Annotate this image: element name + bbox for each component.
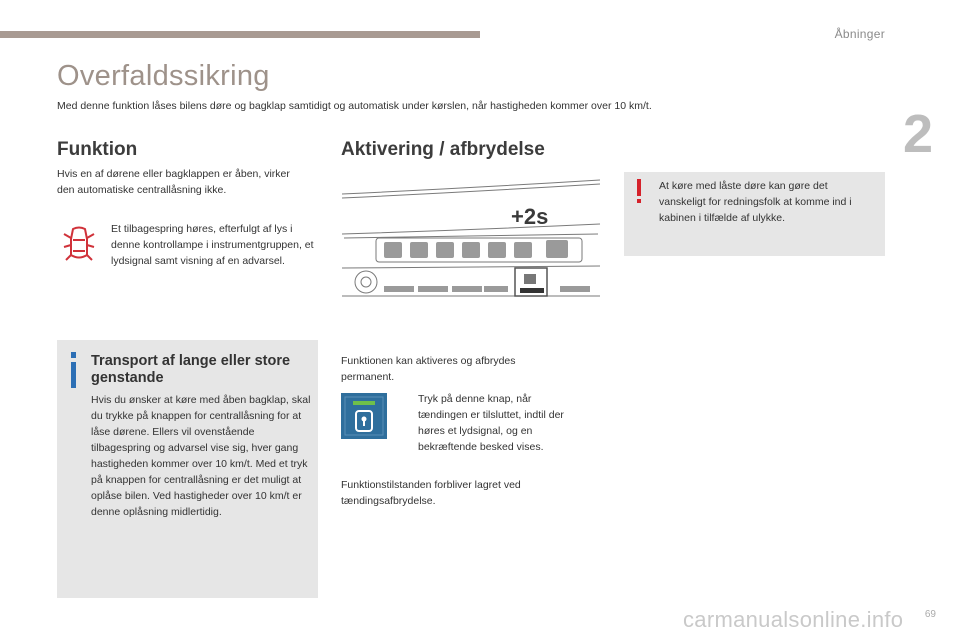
chapter-number: 2	[903, 104, 934, 164]
funktion-intro: Hvis en af dørene eller bagklappen er åben, virker den automatiske centrallåsning ikke.	[57, 168, 290, 196]
watermark: carmanualsonline.info	[683, 607, 904, 632]
page-title: Overfaldssikring	[57, 60, 270, 92]
central-lock-button-icon	[341, 393, 387, 439]
info-icon	[71, 352, 76, 390]
memory-note: Funktionstilstanden forbliver lagret ved tændingsafbrydelse.	[341, 479, 521, 507]
aktivering-heading: Aktivering / afbrydelse	[341, 139, 545, 160]
warning-light-description: Et tilbagespring høres, efterfulgt af lys i denne kontrollampe i instrumentgruppen, et lydsignal samt visning af en advarsel.	[111, 223, 314, 267]
page-number: 69	[924, 609, 936, 620]
hold-duration-label: +2s	[511, 204, 549, 229]
dashboard-illustration	[340, 178, 602, 302]
activation-instruction: Tryk på denne knap, når tændingen er tilsluttet, indtil der høres et lydsignal, og en bekræftende besked vises.	[418, 393, 564, 453]
door-open-warning-icon	[62, 225, 96, 263]
info-box-body: Hvis du ønsker at køre med åben bagklap, skal du trykke på knappen for centrallåsning for at låse dørene. Ellers vil ovenstående tilbagespring og advarsel vise sig, hver gang hastigheden kommer over 10 km/t. Med et tryk på knappen for centrallåsning er det muligt at oplåse bilen. Ved hastigheder over 10 km/t er denne oplåsning midlertidig.	[91, 394, 311, 518]
warning-exclamation-icon	[637, 179, 641, 203]
activation-permanent-text: Funktionen kan aktiveres og afbrydes permanent.	[341, 355, 516, 383]
info-box-transport	[57, 340, 318, 598]
page-subtitle: Med denne funktion låses bilens døre og bagklap samtidigt og automatisk under kørslen, når hastigheden kommer over 10 km/t.	[57, 100, 652, 112]
info-box-heading: Transport af lange eller store genstande	[91, 353, 291, 386]
funktion-heading: Funktion	[57, 139, 138, 160]
warning-box	[624, 172, 885, 256]
warning-box-body: At køre med låste døre kan gøre det vanskeligt for redningsfolk at komme ind i kabinen i tilfælde af ulykke.	[659, 180, 852, 224]
header-bar	[0, 31, 480, 38]
section-label: Åbninger	[834, 27, 885, 41]
